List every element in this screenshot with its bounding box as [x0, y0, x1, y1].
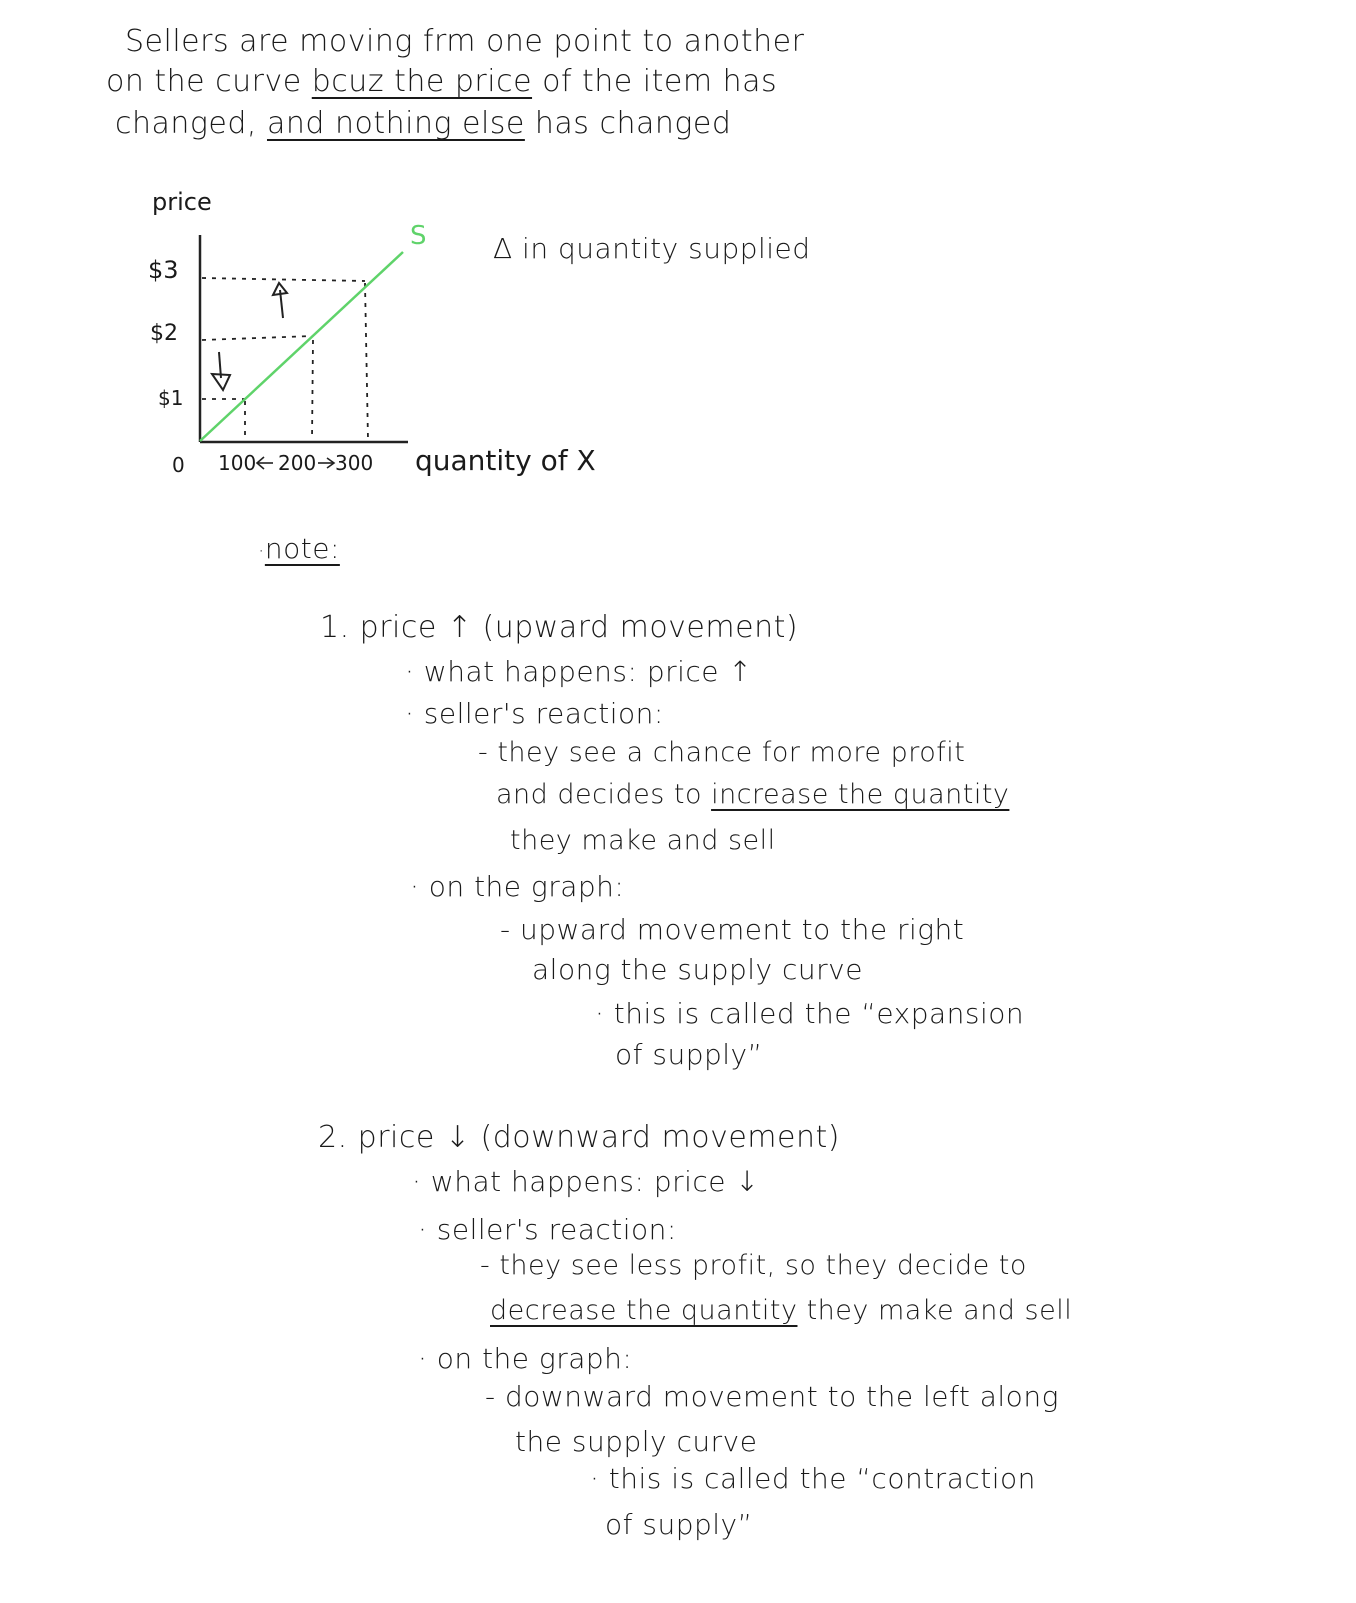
right-arrow-icon: [318, 458, 334, 468]
y-axis-label: price: [152, 188, 212, 216]
intro-emphasis-nothing-else: and nothing else: [266, 106, 525, 141]
note-heading: [258, 532, 340, 565]
section2-reaction-1: - they see less profit, so they decide to: [480, 1250, 1027, 1281]
section1-reaction-2-pre: and decides to: [496, 779, 712, 810]
intro-line-1: Sellers are moving frm one point to another: [125, 24, 805, 59]
intro-line-2: [106, 64, 777, 99]
supply-curve-chart: [130, 180, 650, 500]
section2-graph-2: the supply curve: [515, 1425, 758, 1458]
intro-emphasis-price: bcuz the price: [311, 64, 533, 99]
y-tick-1: $1: [158, 386, 184, 410]
section2-graph-1: - downward movement to the left along: [485, 1380, 1059, 1413]
supply-curve-line: [200, 252, 403, 441]
supply-curve-label: S: [410, 221, 427, 251]
graph-caption: Δ in quantity supplied: [493, 232, 811, 265]
intro-line-3: [115, 106, 731, 141]
section1-emphasis-increase: increase the quantity: [711, 779, 1010, 810]
section2-what-happens: · what happens: price ↓: [412, 1165, 760, 1198]
x-axis-label: quantity of X: [415, 444, 596, 477]
intro-line-3-pre: changed,: [115, 106, 267, 141]
intro-line-3-post: has changed: [524, 106, 732, 141]
price-up-arrow-icon: [273, 283, 287, 318]
intro-line-2-post: of the item has: [532, 64, 778, 99]
note-label: note:: [264, 532, 340, 565]
section1-graph-label: · on the graph:: [410, 870, 625, 903]
y-tick-3: $3: [148, 256, 179, 284]
section1-reaction-1: - they see a chance for more profit: [478, 737, 966, 768]
section1-called-1: · this is called the “expansion: [595, 997, 1025, 1030]
x-tick-0: 0: [172, 453, 185, 477]
section2-emphasis-decrease: decrease the quantity: [490, 1295, 798, 1326]
section2-reaction-2-post: they make and sell: [797, 1295, 1073, 1326]
section1-reaction-2: [496, 779, 1009, 810]
section1-graph-2: along the supply curve: [532, 953, 863, 986]
bullet-dot: ·: [258, 539, 265, 563]
section1-called-2: of supply”: [615, 1038, 763, 1071]
section2-reaction-label: · seller's reaction:: [418, 1213, 677, 1246]
section1-heading: 1. price ↑ (upward movement): [320, 610, 799, 645]
section1-what-happens: · what happens: price ↑: [405, 655, 753, 688]
x-tick-300: 300: [335, 451, 374, 475]
section1-reaction-label: · seller's reaction:: [405, 697, 664, 730]
section2-called-1: · this is called the “contraction: [590, 1462, 1036, 1495]
section2-heading: 2. price ↓ (downward movement): [318, 1120, 840, 1155]
section1-reaction-3: they make and sell: [510, 825, 776, 856]
price-down-arrow-icon: [212, 352, 230, 390]
intro-line-2-pre: on the curve: [106, 64, 312, 99]
section2-reaction-2: [490, 1295, 1072, 1326]
left-arrow-icon: [257, 457, 273, 469]
section2-graph-label: · on the graph:: [418, 1342, 633, 1375]
y-tick-2: $2: [150, 321, 178, 346]
x-tick-100: 100: [218, 451, 257, 475]
section1-graph-1: - upward movement to the right: [500, 913, 965, 946]
section2-called-2: of supply”: [605, 1508, 753, 1541]
x-tick-200: 200: [278, 451, 317, 475]
